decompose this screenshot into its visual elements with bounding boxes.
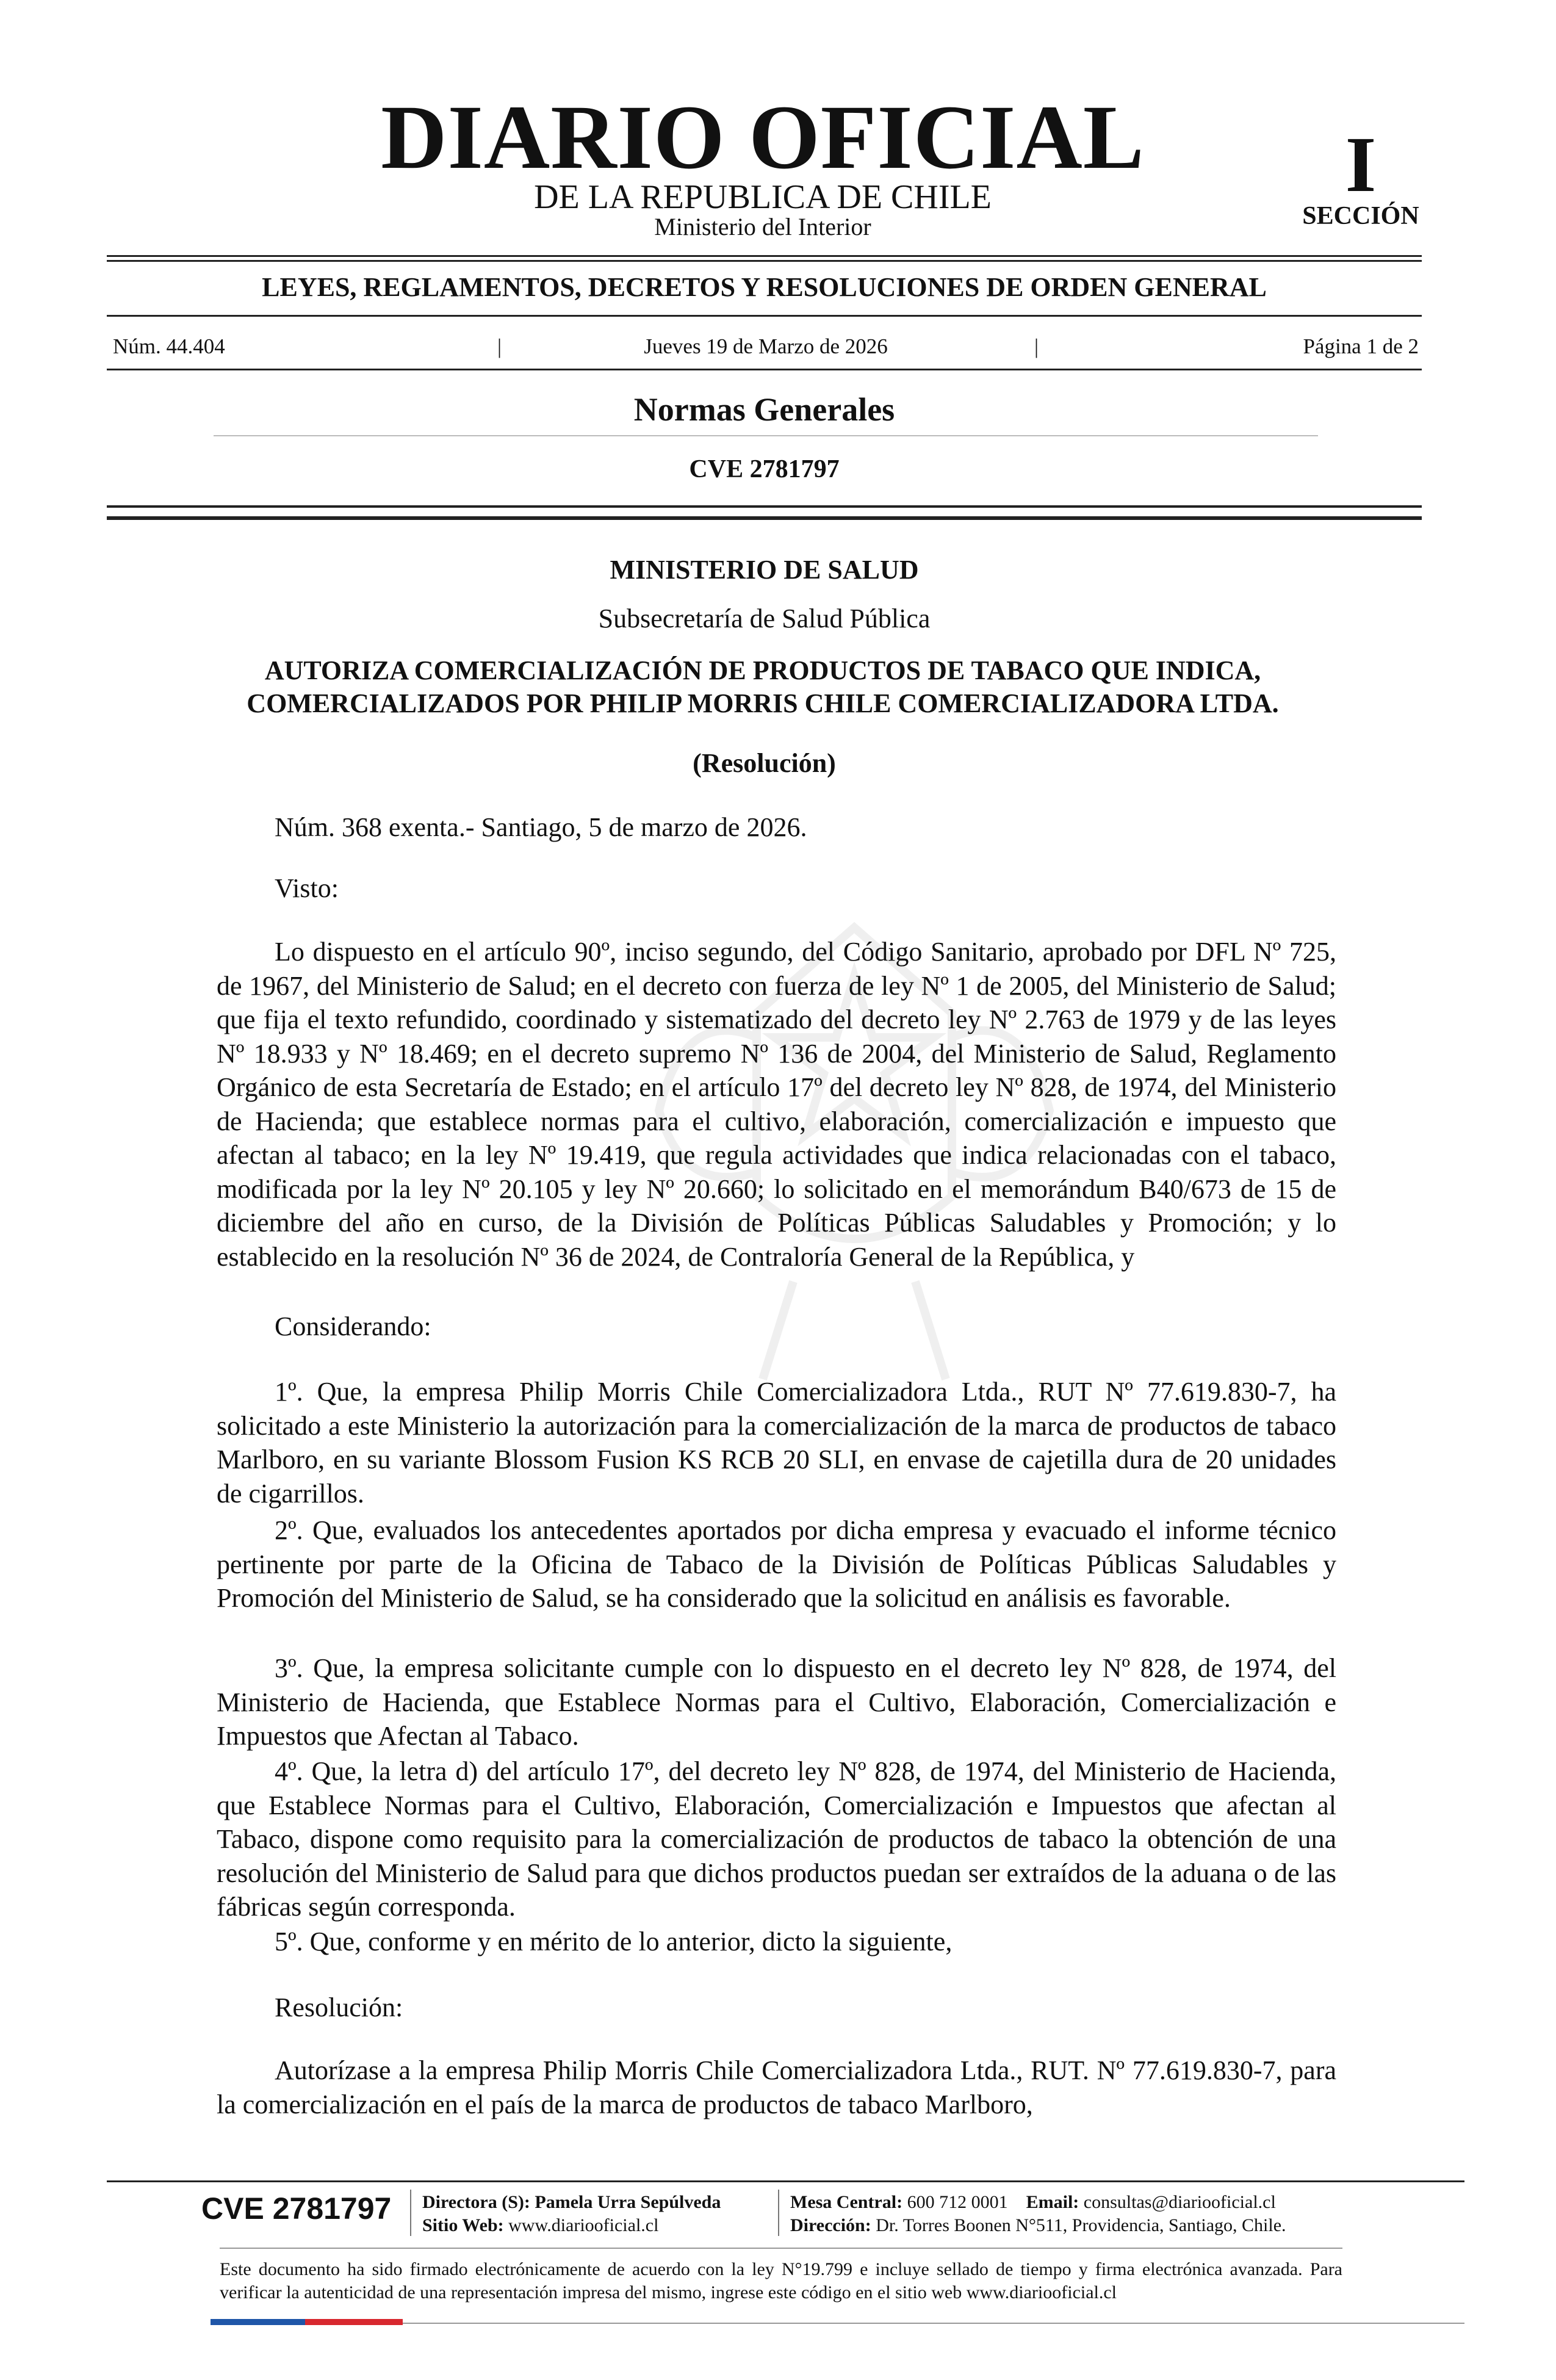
section-heading: Normas Generales: [633, 391, 895, 428]
issue-number: Núm. 44.404: [113, 334, 225, 358]
document-title-line: COMERCIALIZADOS POR PHILIP MORRIS CHILE COMERCIALIZADORA LTDA.: [247, 688, 1279, 718]
email-label: Email:: [1026, 2192, 1079, 2212]
footer-rule: [107, 2180, 1464, 2182]
masthead-subtitle: DE LA REPUBLICA DE CHILE: [534, 178, 992, 216]
considerando-paragraph: 2º. Que, evaluados los antecedentes aportados por dicha empresa y evacuado el informe técnico pertinente por parte de la Oficina de Tabaco de la División de Políticas Públicas Saludables y Promoción del Ministerio de Salud, se ha considerado que la solicitud en análisis es favorable.: [217, 1515, 1336, 1613]
considerando-heading: Considerando:: [275, 1311, 431, 1341]
footer-note-rule: [220, 2248, 1342, 2249]
address-label: Dirección:: [790, 2215, 871, 2235]
section-label: SECCIÓN: [1302, 202, 1419, 230]
footer-cve-code: CVE 2781797: [201, 2191, 392, 2226]
resolution-number: Núm. 368 exenta.- Santiago, 5 de marzo de 2026.: [275, 812, 807, 842]
masthead-title: DIARIO OFICIAL: [381, 87, 1145, 188]
category-heading: LEYES, REGLAMENTOS, DECRETOS Y RESOLUCIONES DE ORDEN GENERAL: [262, 272, 1267, 302]
flag-stripe-red: [305, 2319, 403, 2325]
footer-separator: [410, 2190, 411, 2236]
info-rule-bottom: [107, 369, 1422, 370]
section-number: I: [1345, 121, 1377, 209]
header-thick-rule: [107, 505, 1422, 520]
visto-paragraph: Lo dispuesto en el artículo 90º, inciso segundo, del Código Sanitario, aprobado por DFL Nº 725, de 1967, del Ministerio de Salud; en el decreto con fuerza de ley Nº 1 de 2005, del Ministerio de Salud; que fija el texto refundido, coordinado y sistematizado del decreto ley Nº 2.763 de 1979 y de las leyes Nº 18.933 y Nº 18.469; en el decreto supremo Nº 136 de 2004, del Ministerio de Salud, Reglamento Orgánico de esta Secretaría de Estado; en el artículo 17º del decreto ley Nº 828, de 1974, del Ministerio de Hacienda; que establece normas para el cultivo, elaboración, comercialización e impuesto que afectan al tabaco; en la ley Nº 19.419, que regula actividades que indica relacionadas con el tabaco, modificada por la ley Nº 20.105 y ley Nº 20.660; lo solicitado en el memorándum B40/673 de 15 de diciembre del año en curso, de la División de Políticas Públicas Saludables y Promoción; y lo establecido en la resolución Nº 36 de 2024, de Contraloría General de la República, y: [217, 937, 1336, 1272]
web-label: Sitio Web:: [422, 2215, 504, 2235]
masthead-ministry: Ministerio del Interior: [654, 213, 871, 240]
email-link[interactable]: consultas@diariooficial.cl: [1083, 2192, 1276, 2212]
masthead-rule-bottom: [107, 260, 1422, 262]
signature-note: Este documento ha sido firmado electrónicamente de acuerdo con la ley N°19.799 e incluye sellado de tiempo y firma electrónica avanzada. Para verificar la autenticidad de una representación impresa del mismo, ingrese este código en el sitio web www.diariooficial.cl: [220, 2259, 1342, 2302]
considerando-paragraph: 4º. Que, la letra d) del artículo 17º, del decreto ley Nº 828, de 1974, del Ministerio de Hacienda, que Establece Normas para el Cultivo, Elaboración, Comercialización e Impuestos que afectan al Tabaco, dispone como requisito para la comercialización de productos de tabaco la obtención de una resolución del Ministerio de Salud para que dichos productos puedan ser extraídos de la aduana o de las fábricas según corresponda.: [217, 1756, 1336, 1922]
info-rule-top: [107, 315, 1422, 317]
phone-label: Mesa Central:: [790, 2192, 903, 2212]
phone-value: 600 712 0001: [907, 2192, 1008, 2212]
ministry-heading: MINISTERIO DE SALUD: [610, 555, 919, 585]
flag-stripe-line: [403, 2323, 1464, 2324]
director-label: Directora (S):: [422, 2192, 530, 2212]
resolucion-paragraph: Autorízase a la empresa Philip Morris Chile Comercializadora Ltda., RUT. Nº 77.619.830-7, para la comercialización en el país de la marca de productos de tabaco Marlboro,: [217, 2055, 1336, 2119]
considerando-paragraph: 3º. Que, la empresa solicitante cumple con lo dispuesto en el decreto ley Nº 828, de 1974, del Ministerio de Hacienda, que Establece Normas para el Cultivo, Elaboración, Comercialización e Impuestos que Afectan al Tabaco.: [217, 1653, 1336, 1751]
page-indicator: Página 1 de 2: [1303, 334, 1419, 358]
issue-date: Jueves 19 de Marzo de 2026: [644, 334, 888, 358]
considerando-paragraph: 1º. Que, la empresa Philip Morris Chile Comercializadora Ltda., RUT Nº 77.619.830-7, ha solicitado a este Ministerio la autorización para la comercialización de la marca de productos de tabaco Marlboro, en su variante Blossom Fusion KS RCB 20 SLI, en envase de cajetilla dura de 20 unidades de cigarrillos.: [217, 1377, 1336, 1509]
footer-contact-block: [790, 2191, 1286, 2237]
address-value: Dr. Torres Boonen N°511, Providencia, Santiago, Chile.: [876, 2215, 1286, 2235]
footer-director-block: [422, 2191, 721, 2237]
masthead-rule-top: [107, 255, 1422, 257]
director-name: Pamela Urra Sepúlveda: [535, 2192, 721, 2212]
document-type: (Resolución): [693, 748, 836, 778]
considerando-paragraph: 5º. Que, conforme y en mérito de lo anterior, dicto la siguiente,: [275, 1927, 953, 1956]
document-title: [183, 654, 1342, 720]
subsecretaria: Subsecretaría de Salud Pública: [598, 604, 931, 633]
info-separator: |: [1034, 334, 1039, 358]
flag-stripe-blue: [211, 2319, 305, 2325]
section-heading-rule: [214, 435, 1318, 436]
web-link[interactable]: www.diariooficial.cl: [508, 2215, 659, 2235]
visto-heading: Visto:: [275, 873, 339, 903]
document-title-line: AUTORIZA COMERCIALIZACIÓN DE PRODUCTOS DE TABACO QUE INDICA,: [264, 655, 1261, 685]
cve-code: CVE 2781797: [689, 455, 840, 483]
info-separator: |: [497, 334, 502, 358]
resolucion-heading: Resolución:: [275, 1992, 403, 2022]
footer-separator: [778, 2190, 779, 2236]
